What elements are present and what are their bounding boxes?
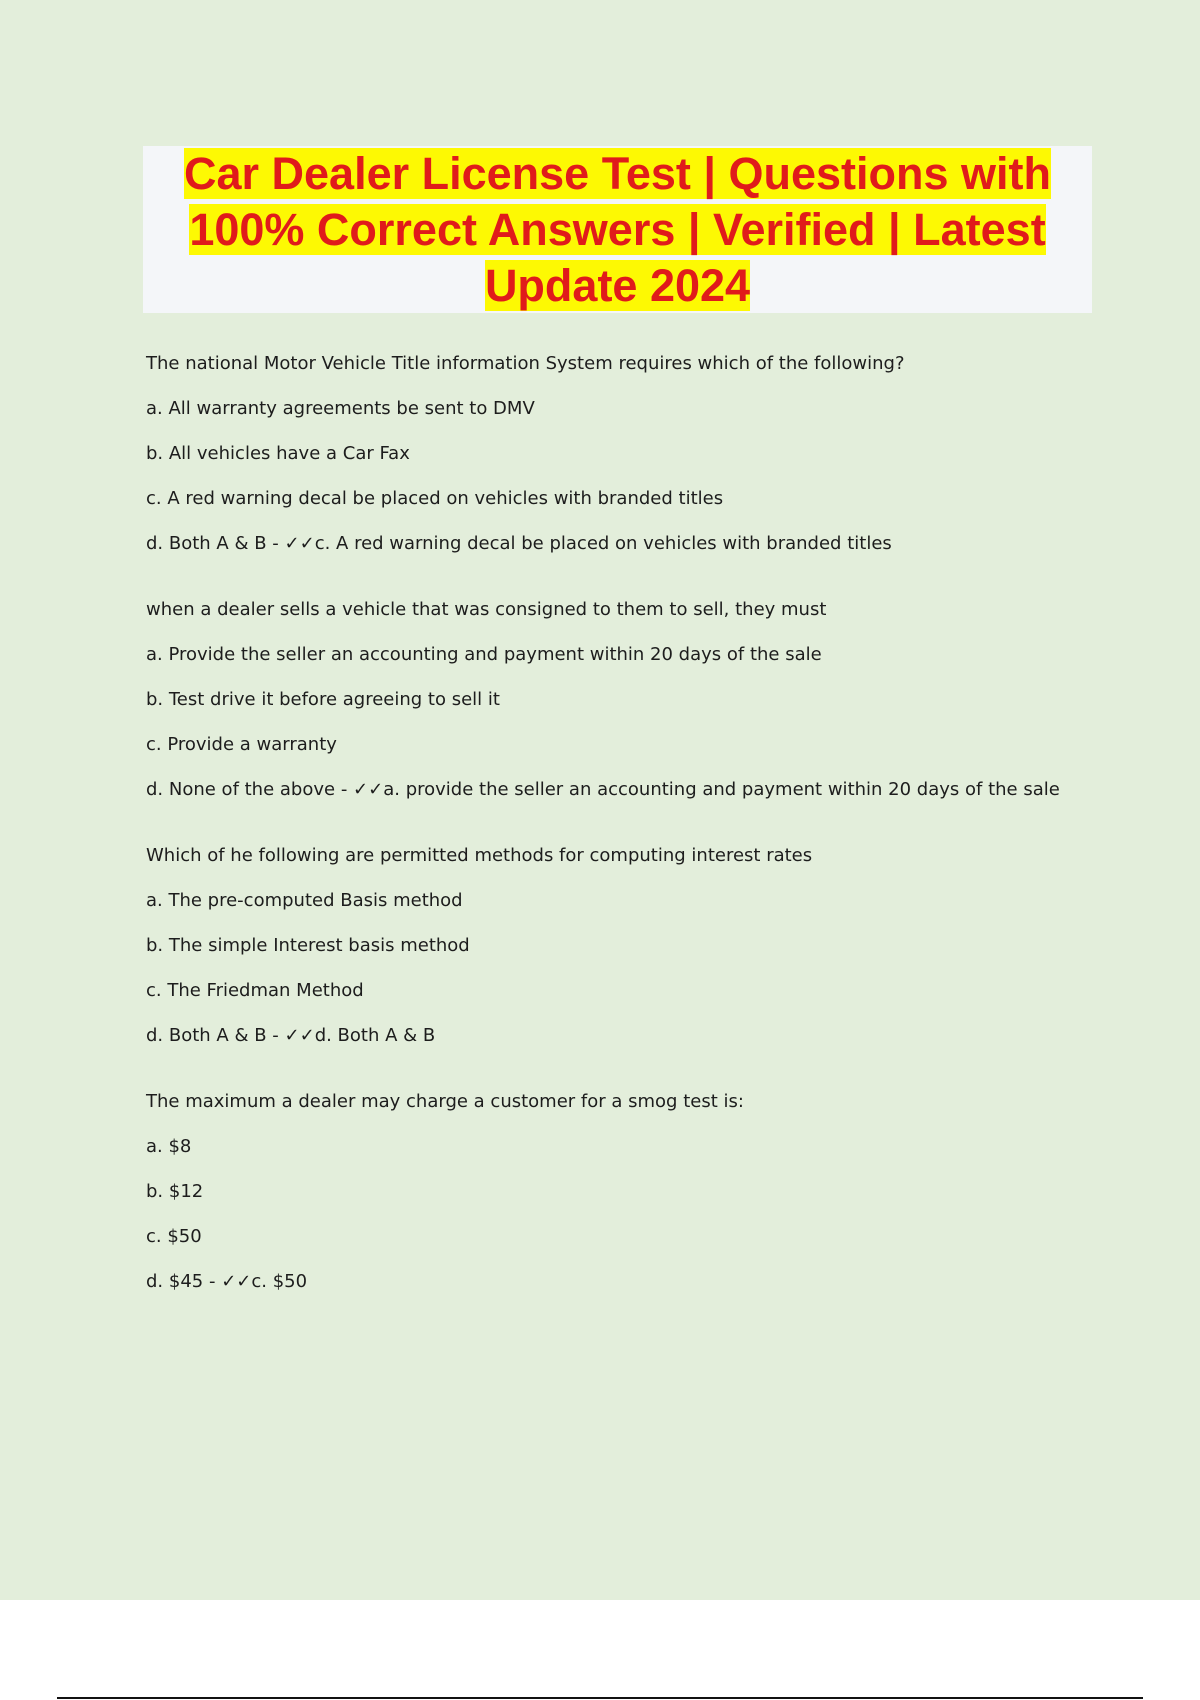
answer-option: d. Both A & B: [146, 533, 267, 554]
separator: -: [266, 1025, 285, 1046]
separator: -: [335, 779, 354, 800]
answer-option: a. Provide the seller an accounting and payment within 20 days of the sale: [146, 644, 822, 665]
answer-option: a. All warranty agreements be sent to DMV: [146, 398, 535, 419]
double-check-icon: ✓✓: [353, 779, 384, 800]
question-item: [146, 1091, 1106, 1293]
answer-option-with-key: [146, 1271, 1106, 1293]
answer-option: d. None of the above: [146, 779, 336, 800]
answer-option: c. $50: [146, 1226, 202, 1247]
question-item: [146, 845, 1106, 1047]
correct-answer: c. $50: [251, 1271, 308, 1292]
question-item: [146, 353, 1106, 555]
answer-option: a. The pre-computed Basis method: [146, 890, 463, 911]
question-prompt: The maximum a dealer may charge a customer for a smog test is:: [146, 1091, 744, 1112]
answer-option: a. $8: [146, 1136, 192, 1157]
answer-option: c. The Friedman Method: [146, 980, 364, 1001]
answer-option: b. Test drive it before agreeing to sell it: [146, 689, 500, 710]
answer-option: c. A red warning decal be placed on vehicles with branded titles: [146, 488, 724, 509]
footer-divider: [57, 1697, 1143, 1699]
correct-answer: d. Both A & B: [314, 1025, 436, 1046]
double-check-icon: ✓✓: [284, 533, 315, 554]
correct-answer: a. provide the seller an accounting and payment within 20 days of the sale: [383, 779, 1060, 800]
title-banner: [143, 146, 1092, 313]
question-list: [146, 353, 1106, 1337]
answer-option-with-key: [146, 779, 1106, 801]
answer-option-with-key: [146, 533, 1106, 555]
separator: -: [266, 533, 285, 554]
answer-option: b. The simple Interest basis method: [146, 935, 470, 956]
answer-option: d. $45: [146, 1271, 204, 1292]
question-prompt: when a dealer sells a vehicle that was consigned to them to sell, they must: [146, 599, 827, 620]
document-title: Car Dealer License Test | Questions with 100% Correct Answers | Verified | Latest Update 2024: [183, 148, 1052, 311]
question-item: [146, 599, 1106, 801]
double-check-icon: ✓✓: [221, 1271, 252, 1292]
separator: -: [203, 1271, 222, 1292]
correct-answer: c. A red warning decal be placed on vehicles with branded titles: [314, 533, 892, 554]
answer-option: c. Provide a warranty: [146, 734, 337, 755]
answer-option-with-key: [146, 1025, 1106, 1047]
question-prompt: Which of he following are permitted methods for computing interest rates: [146, 845, 813, 866]
question-prompt: The national Motor Vehicle Title information System requires which of the following?: [146, 353, 905, 374]
answer-option: b. $12: [146, 1181, 204, 1202]
double-check-icon: ✓✓: [284, 1025, 315, 1046]
answer-option: d. Both A & B: [146, 1025, 267, 1046]
answer-option: b. All vehicles have a Car Fax: [146, 443, 410, 464]
